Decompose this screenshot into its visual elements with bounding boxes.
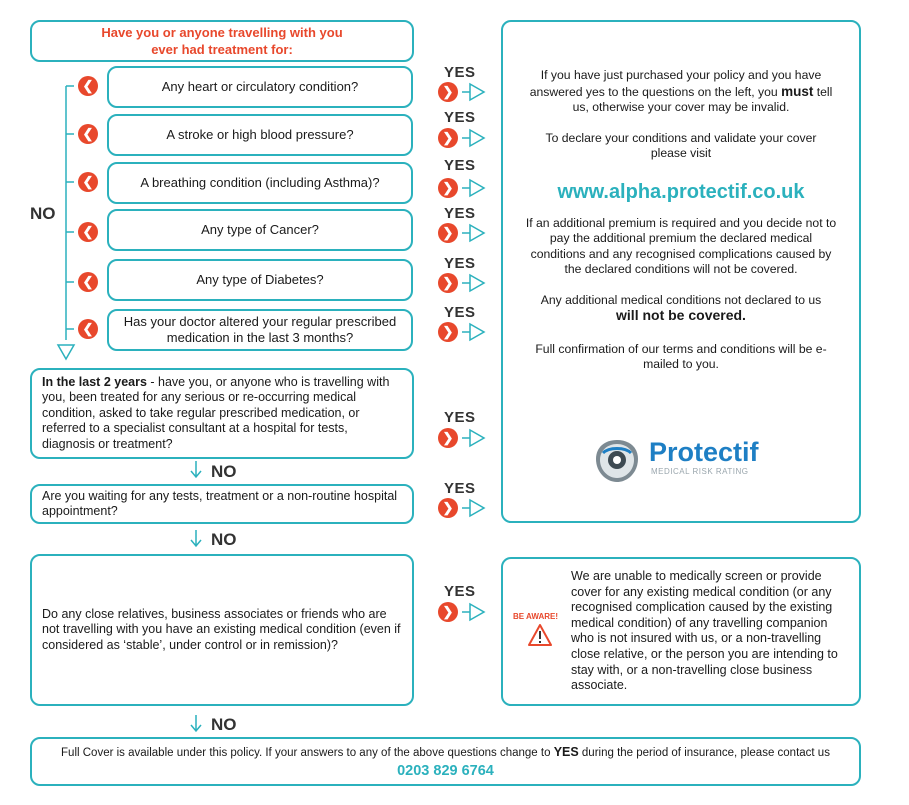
- info-paragraph-3: If an additional premium is required and you decide not to pay the additional premium the declared medical conditions and any recognised complications caused by the declared conditions will not be covered.: [525, 215, 837, 276]
- be-aware-label: BE AWARE!: [513, 612, 559, 621]
- yes-chevron-right-icon: ❯: [438, 322, 458, 342]
- phone-number[interactable]: 0203 829 6764: [397, 763, 494, 779]
- logo-tagline: MEDICAL RISK RATING: [651, 467, 749, 476]
- yes-chevron-right-icon: ❯: [438, 82, 458, 102]
- question-diabetes: Any type of Diabetes?: [107, 259, 413, 301]
- no-chevron-left-icon: ❮: [78, 319, 98, 339]
- no-chevron-left-icon: ❮: [78, 76, 98, 96]
- yes-chevron-right-icon: ❯: [438, 428, 458, 448]
- q3-text: Are you waiting for any tests, treatment or a non-routine hospital appointment?: [42, 488, 398, 518]
- q4-text: Do any close relatives, business associates or friends who are not travelling with you have an existing medical condition (even if considered as ‘stable’, under control or in remission)?: [42, 606, 401, 652]
- footer-text: Full Cover is available under this policy. If your answers to any of the above questions change to YES during the period of insurance, please contact us: [61, 745, 830, 759]
- info-paragraph-2: To declare your conditions and validate your cover please visit: [545, 130, 817, 160]
- must-emphasis: must: [781, 83, 814, 99]
- no-down-triangle: [58, 345, 74, 359]
- info-paragraph-4: Any additional medical conditions not declared to us will not be covered.: [540, 292, 822, 323]
- info-panel: [501, 20, 861, 523]
- yes-label: YES: [444, 583, 476, 600]
- yes-chevron-right-icon: ❯: [438, 178, 458, 198]
- question-breathing: A breathing condition (including Asthma)?: [107, 162, 413, 204]
- warning-panel: [501, 557, 861, 706]
- info-paragraph-1: If you have just purchased your policy and you have answered yes to the questions on the left, you must tell us, otherwise your cover may be invalid.: [529, 68, 833, 114]
- q2-text: - have you, or anyone who is travelling with you, been treated for any serious or re-occurring medical condition, asked to take regular prescribed medication, or referred to a specialist consultant at a hospital for tests, diagnosis or treatment?: [42, 374, 390, 451]
- yes-chevron-right-icon: ❯: [438, 273, 458, 293]
- no-label-left: NO: [30, 204, 56, 223]
- protectif-logo: [593, 437, 773, 487]
- yes-label: YES: [444, 304, 476, 321]
- protectif-shield-icon: [593, 437, 641, 485]
- no-label: NO: [211, 715, 237, 734]
- footer-box: [30, 737, 861, 786]
- no-label: NO: [211, 530, 237, 549]
- question-close-relatives: [30, 554, 414, 706]
- yes-chevron-right-icon: ❯: [438, 602, 458, 622]
- yes-label: YES: [444, 255, 476, 272]
- no-label: NO: [211, 462, 237, 481]
- yes-label: YES: [444, 109, 476, 126]
- yes-chevron-right-icon: ❯: [438, 498, 458, 518]
- question-last-2-years: [30, 368, 414, 459]
- no-chevron-left-icon: ❮: [78, 222, 98, 242]
- warning-text: We are unable to medically screen or provide cover for any existing medical condition (or any recognised complication caused by the existing medical condition) of any travelling companion who is not insured with us, or a non-travelling close relative, or the person you are intending to stay with, or a non-travelling close business associate.: [571, 569, 838, 693]
- yes-label: YES: [444, 480, 476, 497]
- yes-chevron-right-icon: ❯: [438, 128, 458, 148]
- logo-name: Protectif: [649, 437, 759, 467]
- question-medication: Has your doctor altered your regular prescribed medication in the last 3 months?: [107, 309, 413, 351]
- header-box: [30, 20, 414, 62]
- warning-triangle-icon: [527, 623, 553, 647]
- yes-label: YES: [444, 157, 476, 174]
- yes-chevron-right-icon: ❯: [438, 223, 458, 243]
- no-chevron-left-icon: ❮: [78, 172, 98, 192]
- q2-bold-lead: In the last 2 years: [42, 374, 147, 389]
- question-waiting-tests: [30, 484, 414, 524]
- question-heart: Any heart or circulatory condition?: [107, 66, 413, 108]
- header-line-2: ever had treatment for:: [151, 42, 293, 57]
- no-chevron-left-icon: ❮: [78, 272, 98, 292]
- yes-label: YES: [444, 205, 476, 222]
- info-paragraph-5: Full confirmation of our terms and conditions will be e-mailed to you.: [535, 341, 827, 371]
- question-cancer: Any type of Cancer?: [107, 209, 413, 251]
- website-link[interactable]: www.alpha.protectif.co.uk: [557, 180, 805, 203]
- header-line-1: Have you or anyone travelling with you: [101, 25, 343, 40]
- no-chevron-left-icon: ❮: [78, 124, 98, 144]
- yes-label: YES: [444, 64, 476, 81]
- question-stroke: A stroke or high blood pressure?: [107, 114, 413, 156]
- yes-label: YES: [444, 409, 476, 426]
